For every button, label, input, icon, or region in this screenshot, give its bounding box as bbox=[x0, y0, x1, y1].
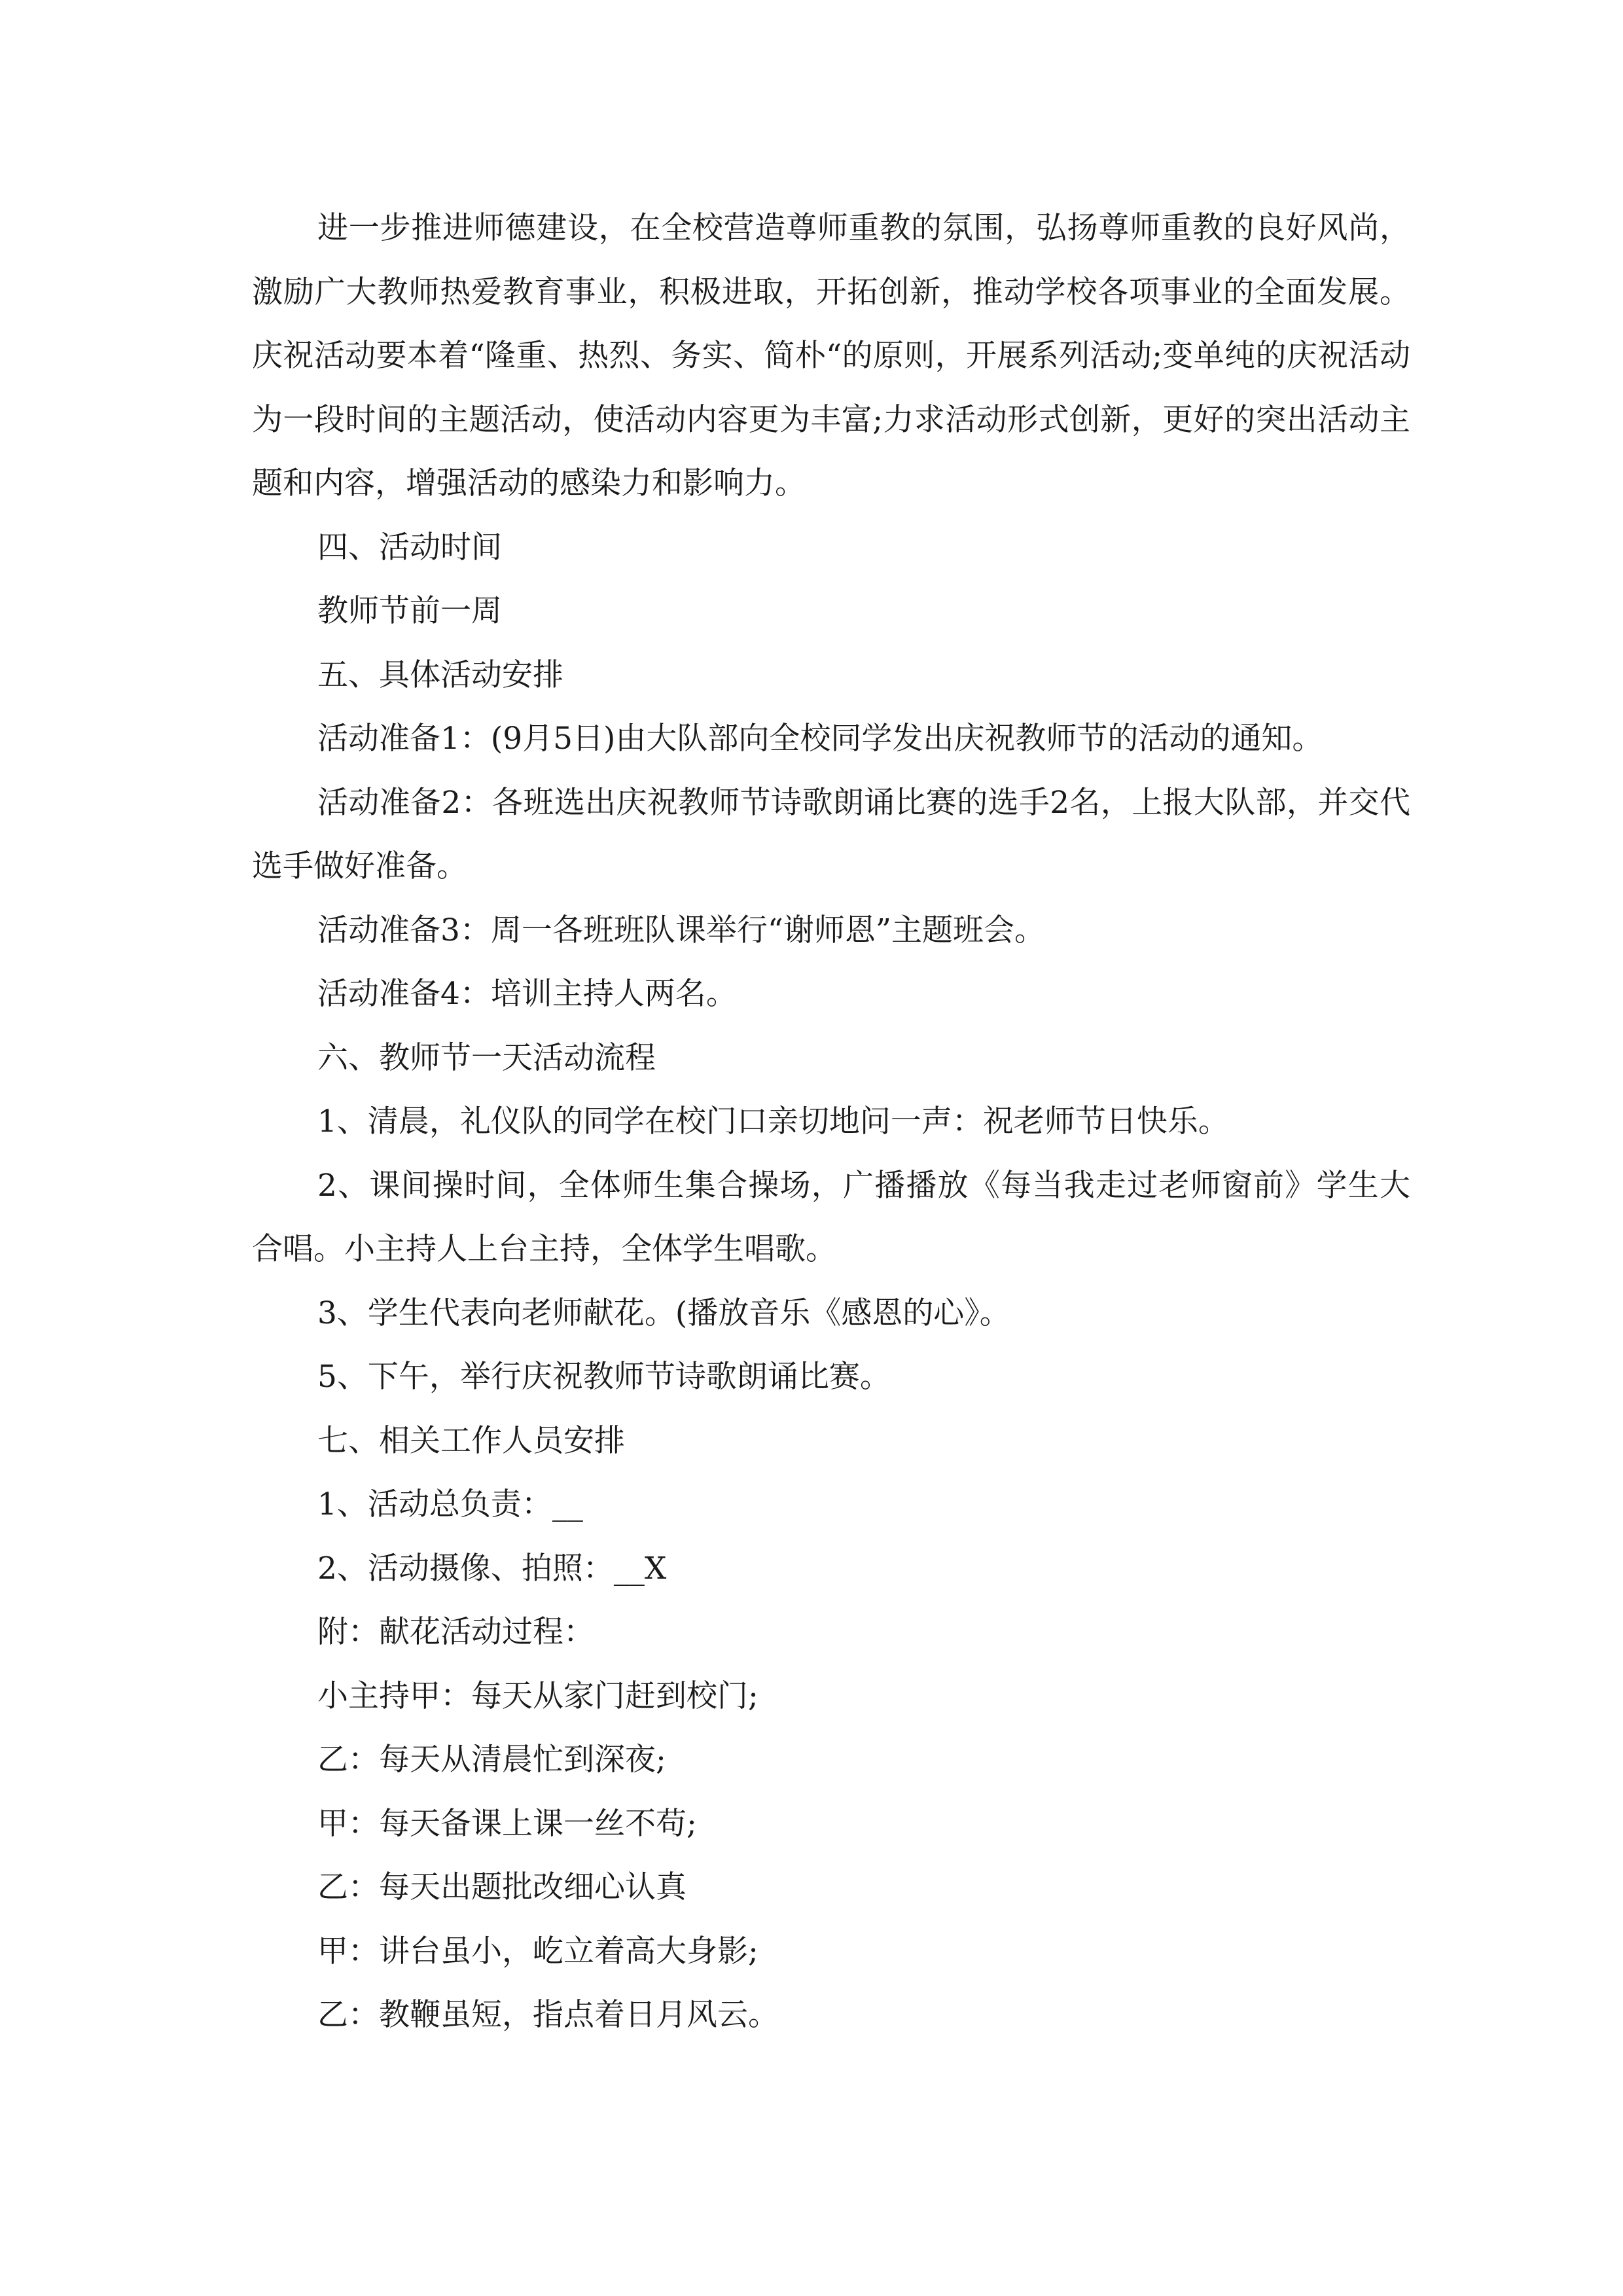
paragraph-preparation-3: 活动准备3：周一各班班队课举行“谢师恩”主题班会。 bbox=[317, 912, 1045, 948]
paragraph-flow-2: 2、课间操时间，全体师生集合操场，广播播放《每当我走过老师窗前》学生大合唱。小主持人上台主持，全体学生唱歌。 bbox=[252, 1167, 1410, 1267]
paragraph-intro: 进一步推进师德建设，在全校营造尊师重教的氛围，弘扬尊师重教的良好风尚，激励广大教师热爱教育事业，积极进取，开拓创新，推动学校各项事业的全面发展。庆祝活动要本着“隆重、热烈、务实、简朴“的原则，开展系列活动;变单纯的庆祝活动为一段时间的主题活动，使活动内容更为丰富;力求活动形式创新，更好的突出活动主题和内容，增强活动的感染力和影响力。 bbox=[252, 210, 1410, 501]
paragraph-staff-2: 2、活动摄像、拍照：__X bbox=[317, 1550, 667, 1587]
paragraph-flow-3: 3、学生代表向老师献花。(播放音乐《感恩的心》。 bbox=[317, 1295, 1010, 1331]
heading-activity-arrangement: 五、具体活动安排 bbox=[317, 656, 563, 693]
heading-appendix: 附：献花活动过程： bbox=[317, 1614, 594, 1650]
heading-activity-time: 四、活动时间 bbox=[317, 529, 502, 565]
paragraph-preparation-2: 活动准备2：各班选出庆祝教师节诗歌朗诵比赛的选手2名，上报大队部，并交代选手做好准备。 bbox=[252, 784, 1410, 884]
paragraph-preparation-4: 活动准备4：培训主持人两名。 bbox=[317, 976, 737, 1012]
dialogue-line: 乙：每天出题批改细心认真 bbox=[317, 1869, 687, 1905]
paragraph-preparation-1: 活动准备1：(9月5日)由大队部向全校同学发出庆祝教师节的活动的通知。 bbox=[317, 721, 1323, 757]
paragraph-activity-time: 教师节前一周 bbox=[317, 593, 502, 629]
paragraph-flow-1: 1、清晨，礼仪队的同学在校门口亲切地问一声：祝老师节日快乐。 bbox=[317, 1103, 1229, 1139]
dialogue-line: 乙：每天从清晨忙到深夜; bbox=[317, 1742, 666, 1778]
dialogue-line: 乙：教鞭虽短，指点着日月风云。 bbox=[317, 1997, 779, 2033]
heading-staff: 七、相关工作人员安排 bbox=[317, 1422, 625, 1459]
paragraph-flow-5: 5、下午，举行庆祝教师节诗歌朗诵比赛。 bbox=[317, 1359, 891, 1395]
dialogue-line: 小主持甲：每天从家门赶到校门; bbox=[317, 1677, 758, 1714]
dialogue-line: 甲：讲台虽小，屹立着高大身影; bbox=[317, 1933, 758, 1969]
paragraph-staff-1: 1、活动总负责：__ bbox=[317, 1486, 583, 1522]
document-body bbox=[252, 196, 1410, 2047]
dialogue-line: 甲：每天备课上课一丝不苟; bbox=[317, 1805, 697, 1842]
heading-day-flow: 六、教师节一天活动流程 bbox=[317, 1039, 656, 1076]
